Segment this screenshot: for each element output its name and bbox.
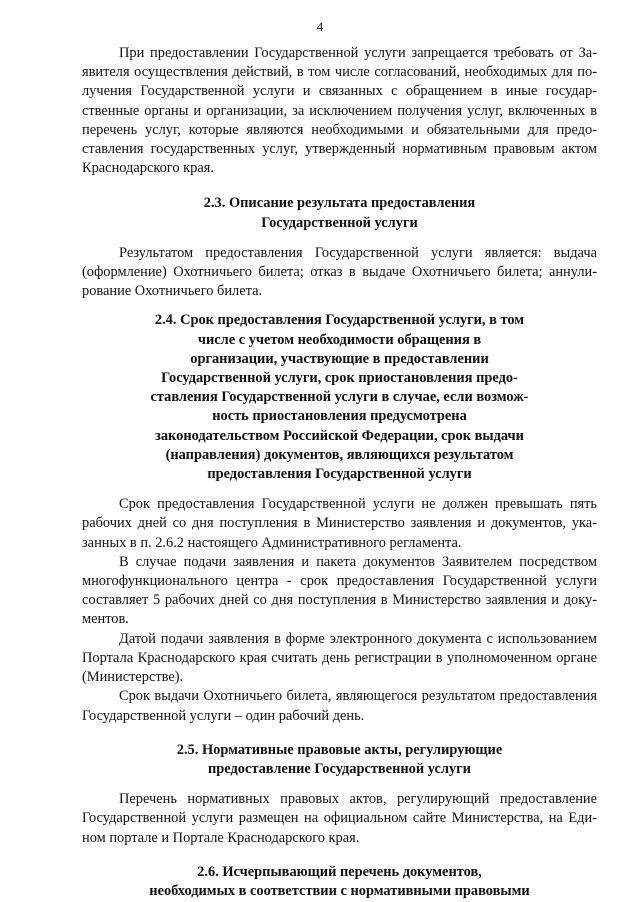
paragraph-electronic-submission: Датой подачи заявления в форме электронного документа с использованием Портала Краснодарского края считать день регистрации в уполномоченном органе (Министерстве). <box>82 630 597 686</box>
heading-line: ность приостановления предусмотрена <box>212 408 467 425</box>
section-heading-2-4 <box>82 311 597 484</box>
paragraph-service-result: Результатом предоставления Государственной услуги является: выдача (оформление) Охотничьего билета; отказ в выдаче Охотничьего билета; аннулирование Охотничьего билета. <box>82 244 597 300</box>
paragraph-service-term: Срок предоставления Государственной услуги не должен превышать пять рабочих дней со дня поступления в Министерство заявления и документов, указанных в п. 2.6.2 настоящего Административного регламента. <box>82 496 597 551</box>
page-number: 4 <box>316 19 324 34</box>
section-heading-2-3 <box>82 194 597 232</box>
heading-line: Государственной услуги <box>261 214 418 231</box>
heading-line: (направления) документов, являющихся результатом <box>165 446 514 463</box>
heading-line: ставления Государственной услуги в случае, если возмож- <box>150 389 529 406</box>
heading-line: 2.5. Нормативные правовые акты, регулирующие <box>176 741 503 758</box>
paragraph-mfc-term: В случае подачи заявления и пакета документов Заявителем посредством многофункционального центра - срок предоставления Государственной услуги составляет 5 рабочих дней со дня поступления в Министерство заявления и документов. <box>82 553 597 628</box>
paragraph-requirements-prohibition: При предоставлении Государственной услуги запрещается требовать от Заявителя осуществления действий, в том числе согласований, необходимых для получения Государственной услуги и связанных с обращением в иные государственные органы и организации, за исключением получения услуг, включенных в перечень услуг, которые являются необходимыми и обязательными для предоставления государственных услуг, утвержденный нормативным правовым актом Краснодарского края. <box>82 45 597 177</box>
document-body <box>82 44 597 901</box>
heading-line: 2.3. Описание результата предоставления <box>203 195 476 212</box>
paragraph-legal-acts: Перечень нормативных правовых актов, регулирующий предоставление Государственной услуги размещен на официальном сайте Министерства, на Едином портале и Портале Краснодарского края. <box>82 791 597 846</box>
heading-line: 2.6. Исчерпывающий перечень документов, <box>197 863 482 880</box>
heading-line: 2.4. Срок предоставления Государственной услуги, в том <box>154 312 525 329</box>
heading-line: необходимых в соответствии с нормативными правовыми <box>149 882 530 899</box>
section-heading-2-6 <box>82 863 597 901</box>
heading-line: законодательством Российской Федерации, срок выдачи <box>155 427 524 444</box>
heading-line: организации, участвующие в предоставлении <box>190 350 489 367</box>
heading-line: числе с учетом необходимости обращения в <box>197 331 482 348</box>
heading-line: предоставление Государственной услуги <box>208 760 471 777</box>
heading-line: предоставления Государственной услуги <box>207 466 472 483</box>
section-heading-2-5 <box>82 741 597 779</box>
heading-line: Государственной услуги, срок приостановления предо- <box>161 370 518 387</box>
paragraph-issue-term: Срок выдачи Охотничьего билета, являющегося результатом предоставления Государственной услуги – один рабочий день. <box>82 688 597 724</box>
